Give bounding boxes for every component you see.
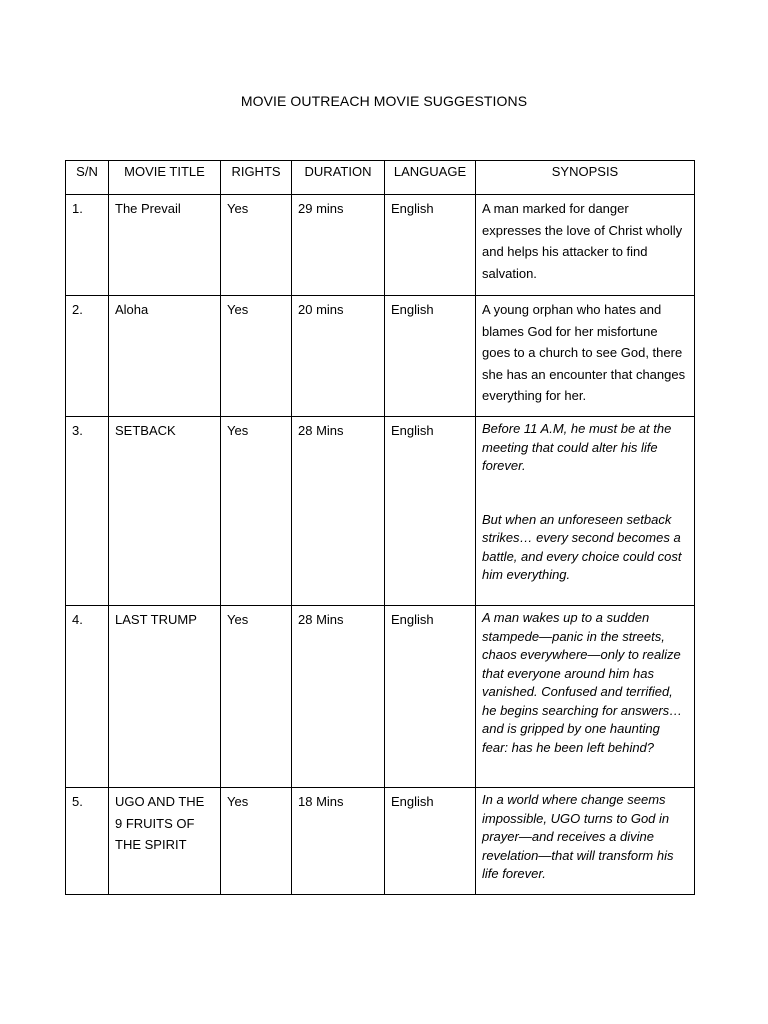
header-synopsis: SYNOPSIS [476,161,695,195]
cell-synopsis [476,788,695,895]
cell-movie-title: The Prevail [109,195,221,296]
cell-movie-title: Aloha [109,296,221,417]
cell-language: English [385,195,476,296]
header-movie-title: MOVIE TITLE [109,161,221,195]
table-row [66,788,695,895]
table-row [66,195,695,296]
cell-synopsis [476,296,695,417]
cell-duration: 18 Mins [292,788,385,895]
synopsis-text: Before 11 A.M, he must be at the meeting that could alter his life forever. [482,421,672,473]
cell-sn: 5. [66,788,109,895]
synopsis-text: A man marked for danger expresses the love of Christ wholly and helps his attacker to find salvation. [482,201,683,281]
header-sn: S/N [66,161,109,195]
cell-language: English [385,606,476,788]
cell-rights: Yes [221,606,292,788]
header-duration: DURATION [292,161,385,195]
cell-language: English [385,417,476,606]
table-row [66,296,695,417]
table-row [66,417,695,606]
page-title: MOVIE OUTREACH MOVIE SUGGESTIONS [240,93,528,109]
header-language: LANGUAGE [385,161,476,195]
cell-movie-title: UGO AND THE 9 FRUITS OF THE SPIRIT [109,788,221,895]
cell-sn: 2. [66,296,109,417]
movie-suggestions-table [65,160,695,895]
table-header-row [66,161,695,195]
synopsis-text: But when an unforeseen setback strikes… every second becomes a battle, and every choice could cost him everything. [482,511,682,582]
cell-duration: 28 Mins [292,606,385,788]
cell-synopsis [476,606,695,788]
cell-movie-title: LAST TRUMP [109,606,221,788]
cell-movie-title: SETBACK [109,417,221,606]
cell-sn: 1. [66,195,109,296]
cell-sn: 3. [66,417,109,606]
cell-synopsis [476,417,695,606]
cell-rights: Yes [221,417,292,606]
cell-rights: Yes [221,296,292,417]
cell-sn: 4. [66,606,109,788]
cell-language: English [385,788,476,895]
synopsis-text: A man wakes up to a sudden stampede—panic in the streets, chaos everywhere—only to realize that everyone around him has vanished. Confused and terrified, he begins searching for answers… and is gripped by one haunting fear: has he been left behind? [482,610,683,755]
header-rights: RIGHTS [221,161,292,195]
cell-duration: 28 Mins [292,417,385,606]
synopsis-text: In a world where change seems impossible, UGO turns to God in prayer—and receives a divine revelation—that will transform his life forever. [482,792,674,881]
table-row [66,606,695,788]
cell-language: English [385,296,476,417]
cell-duration: 29 mins [292,195,385,296]
cell-rights: Yes [221,788,292,895]
cell-synopsis [476,195,695,296]
cell-duration: 20 mins [292,296,385,417]
synopsis-text: A young orphan who hates and blames God for her misfortune goes to a church to see God, there she has an encounter that changes everything for her. [482,302,686,403]
cell-rights: Yes [221,195,292,296]
